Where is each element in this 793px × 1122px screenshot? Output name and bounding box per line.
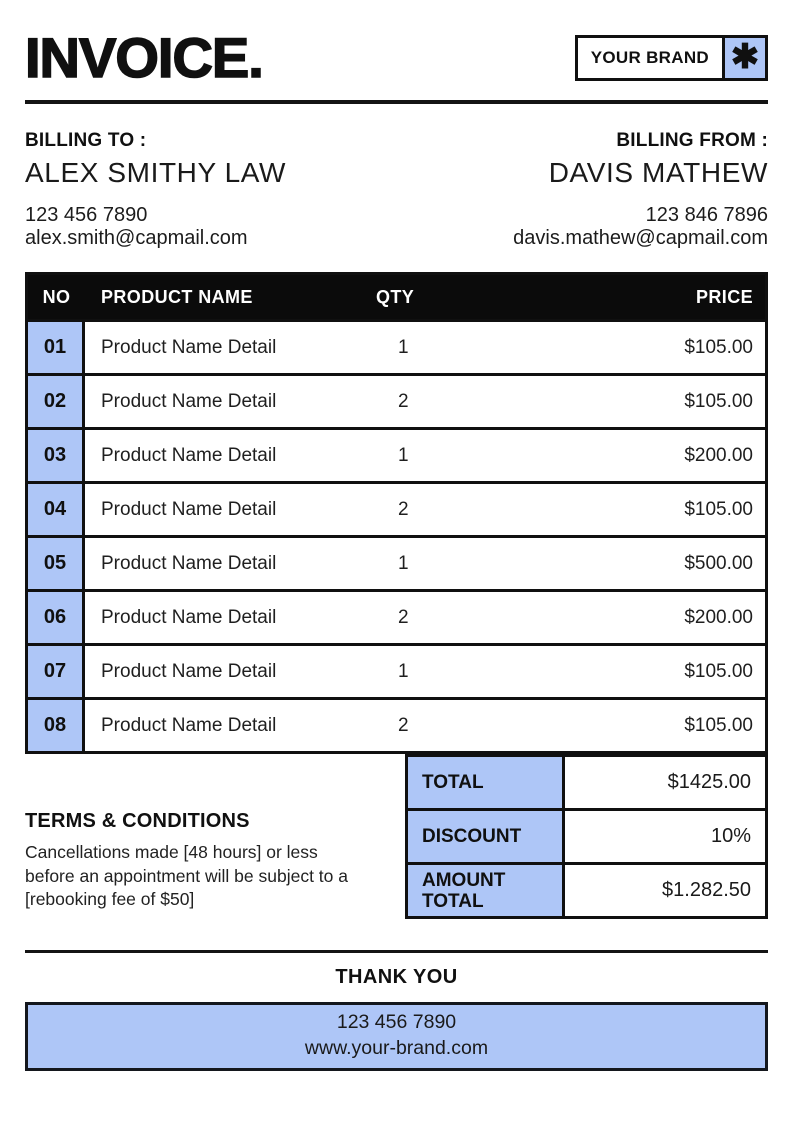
billing-to-contact xyxy=(25,204,286,250)
row-number-cell: 03 xyxy=(28,430,85,481)
table-row xyxy=(28,373,765,427)
row-number-cell: 07 xyxy=(28,646,85,697)
summary-row xyxy=(405,754,768,811)
brand-label: YOUR BRAND xyxy=(578,38,722,78)
billing-from-phone: 123 846 7896 xyxy=(645,204,768,226)
product-name-cell: Product Name Detail xyxy=(101,660,277,682)
footer-phone: 123 456 7890 xyxy=(336,1011,457,1034)
column-header-product: PRODUCT NAME xyxy=(101,286,253,307)
quantity-cell: 2 xyxy=(398,498,409,520)
asterisk-icon: ✱ xyxy=(722,38,765,78)
summary-table xyxy=(405,754,768,919)
invoice-title: INVOICE. xyxy=(25,26,263,89)
quantity-cell: 2 xyxy=(398,714,409,736)
table-row xyxy=(28,535,765,589)
column-header-no: NO xyxy=(42,286,71,307)
billing-from-block xyxy=(513,130,768,250)
brand-box xyxy=(575,35,768,81)
summary-label: TOTAL xyxy=(405,754,565,811)
billing-from-contact xyxy=(513,204,768,250)
product-name-cell: Product Name Detail xyxy=(101,390,277,412)
product-name-cell: Product Name Detail xyxy=(101,444,277,466)
thank-you-text: THANK YOU xyxy=(335,966,458,989)
row-number-cell: 01 xyxy=(28,322,85,373)
product-name-cell: Product Name Detail xyxy=(101,606,277,628)
quantity-cell: 1 xyxy=(398,660,409,682)
billing-to-phone: 123 456 7890 xyxy=(25,204,148,226)
table-row xyxy=(28,697,765,751)
items-table xyxy=(25,272,768,754)
terms-heading: TERMS & CONDITIONS xyxy=(25,810,250,833)
footer-website: www.your-brand.com xyxy=(304,1036,489,1059)
billing-from-heading: BILLING FROM : xyxy=(616,130,768,151)
row-number-cell: 04 xyxy=(28,484,85,535)
bottom-section xyxy=(25,754,768,919)
row-number-cell: 08 xyxy=(28,700,85,751)
table-row xyxy=(28,427,765,481)
summary-label: DISCOUNT xyxy=(405,808,565,865)
quantity-cell: 2 xyxy=(398,606,409,628)
billing-to-heading: BILLING TO : xyxy=(25,130,147,151)
summary-value: $1.282.50 xyxy=(565,862,768,919)
header-divider xyxy=(25,100,768,104)
table-row xyxy=(28,643,765,697)
row-number-cell: 06 xyxy=(28,592,85,643)
column-header-qty: QTY xyxy=(376,286,415,307)
price-cell: $105.00 xyxy=(684,660,753,682)
billing-from-name: DAVIS MATHEW xyxy=(548,157,768,188)
summary-value: $1425.00 xyxy=(565,754,768,811)
table-row xyxy=(28,319,765,373)
product-name-cell: Product Name Detail xyxy=(101,552,277,574)
price-cell: $105.00 xyxy=(684,714,753,736)
items-rows xyxy=(28,319,765,751)
summary-row xyxy=(405,808,768,865)
terms-body: Cancellations made [48 hours] or less before an appointment will be subject to a [rebooking fee of $50] xyxy=(25,842,348,909)
product-name-cell: Product Name Detail xyxy=(101,336,277,358)
summary-label: AMOUNT TOTAL xyxy=(405,862,565,919)
quantity-cell: 1 xyxy=(398,552,409,574)
footer-divider xyxy=(25,950,768,953)
price-cell: $500.00 xyxy=(684,552,753,574)
price-cell: $200.00 xyxy=(684,444,753,466)
quantity-cell: 1 xyxy=(398,444,409,466)
table-row xyxy=(28,481,765,535)
billing-to-name: ALEX SMITHY LAW xyxy=(25,157,287,188)
footer-contact-box xyxy=(25,1002,768,1071)
row-number-cell: 05 xyxy=(28,538,85,589)
column-header-price: PRICE xyxy=(695,286,753,307)
product-name-cell: Product Name Detail xyxy=(101,714,277,736)
billing-to-email: alex.smith@capmail.com xyxy=(25,227,248,250)
quantity-cell: 1 xyxy=(398,336,409,358)
items-table-header xyxy=(28,275,765,319)
row-number-cell: 02 xyxy=(28,376,85,427)
summary-value: 10% xyxy=(565,808,768,865)
price-cell: $105.00 xyxy=(684,390,753,412)
product-name-cell: Product Name Detail xyxy=(101,498,277,520)
quantity-cell: 2 xyxy=(398,390,409,412)
price-cell: $200.00 xyxy=(684,606,753,628)
billing-from-email: davis.mathew@capmail.com xyxy=(513,227,768,250)
summary-row xyxy=(405,862,768,919)
header xyxy=(25,26,768,90)
price-cell: $105.00 xyxy=(684,336,753,358)
price-cell: $105.00 xyxy=(684,498,753,520)
terms-block xyxy=(25,754,381,911)
table-row xyxy=(28,589,765,643)
billing-section xyxy=(25,130,768,250)
billing-to-block xyxy=(25,130,286,250)
